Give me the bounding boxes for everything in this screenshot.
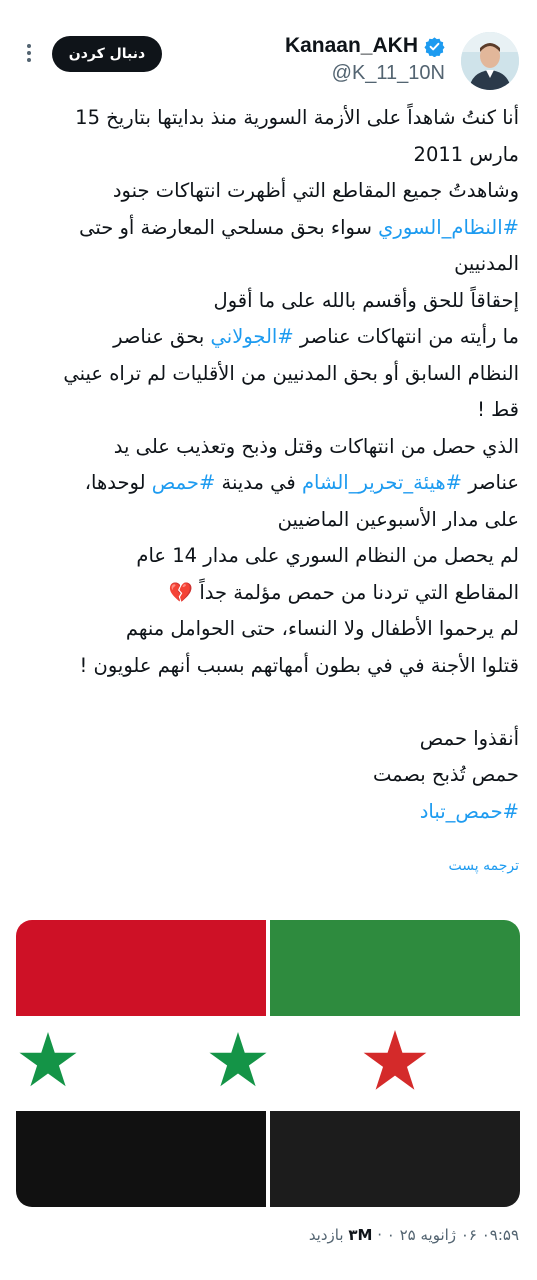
meta-separator: · [377,1226,382,1244]
revolution-flag-image[interactable] [270,920,520,1207]
syrian-arab-republic-flag-image[interactable] [16,920,266,1207]
text-segment: مارس 2011 [413,142,519,166]
tweet-line [14,210,519,247]
tweet-line [14,757,519,794]
text-segment: لوحدها، [84,471,152,494]
text-segment: ما رأيته من انتهاكات عناصر [293,325,519,348]
text-segment: إحقاقاً للحق وأقسم بالله على ما أقول [213,288,519,312]
author-handle[interactable]: @K_11_10N [331,62,445,84]
view-label: بازدید [308,1226,344,1244]
tweet-line [14,356,519,393]
tweet-line [14,538,519,575]
author-info [285,34,445,85]
text-segment: في مدينة [215,471,302,494]
text-segment: الذي حصل من انتهاكات وقتل وذبح وتعذيب على يد [113,434,519,458]
tweet-line [14,429,519,466]
tweet-line [14,794,519,831]
text-segment: أنقذوا حمص [419,726,519,750]
text-segment: المقاطع التي تردنا من حمص مؤلمة جداً 💔 [168,580,519,604]
tweet-line [14,575,519,612]
text-segment: قتلوا الأجنة في في بطون أمهاتهم بسبب أنهم علويون ! [79,653,519,677]
flag-star-icon [208,1032,268,1092]
tweet-line [14,173,519,210]
text-segment: وشاهدتُ جميع المقاطع التي أظهرت انتهاكات جنود [112,179,519,202]
flag-band [16,1111,266,1207]
translate-post-link[interactable]: ترجمه پست [448,858,519,874]
text-segment: حمص تُذبح بصمت [372,763,519,786]
tweet-line [14,392,519,429]
flag-star-icon [362,1030,428,1096]
tweet-line [14,721,519,758]
more-options-icon[interactable] [18,42,40,64]
text-segment: سواء بحق مسلحي المعارضة أو حتى [79,215,379,239]
text-segment: قط ! [477,398,519,421]
tweet-line [14,611,519,648]
tweet-text [14,100,519,830]
hashtag-link[interactable]: #النظام_السوري [378,215,519,239]
avatar[interactable] [461,32,519,90]
tweet-line [14,648,519,685]
tweet-line [14,137,519,174]
text-segment: النظام السابق أو بحق المدنيين من الأقليات لم تراه عيني [63,361,519,385]
text-segment: المدنيين [454,252,519,275]
view-count: ۳M [348,1226,373,1244]
flag-band [270,1111,520,1207]
flag-band [16,920,266,1016]
text-segment: بحق عناصر [113,325,211,348]
tweet-meta [309,1226,519,1244]
hashtag-link[interactable]: #هيئة_تحرير_الشام [301,471,463,494]
tweet-line [14,502,519,539]
tweet-line [14,684,519,721]
tweet-line [14,319,519,356]
tweet-line [14,465,519,502]
text-segment: عناصر [462,471,519,494]
tweet-line [14,100,519,137]
tweet-header [0,28,537,98]
tweet-line [14,283,519,320]
hashtag-link[interactable]: #حمص_تباد [419,799,519,823]
verified-badge-icon [424,36,445,57]
tweet-line [14,246,519,283]
text-segment: على مدار الأسبوعين الماضيين [277,507,519,531]
tweet-media[interactable] [16,920,520,1207]
flag-star-icon [18,1032,78,1092]
text-segment: لم يرحموا الأطفال ولا النساء، حتى الحوامل منهم [125,617,519,640]
flag-band [270,920,520,1016]
hashtag-link[interactable]: #الجولاني [210,325,294,348]
tweet-time[interactable]: ۰۹:۵۹ ۰۶ ژانویه ۲۵ ۰ [386,1226,519,1244]
follow-button[interactable]: دنبال کردن [52,36,162,72]
avatar-image [461,32,519,90]
text-segment: أنا كنتُ شاهداً على الأزمة السورية منذ بدايتها بتاريخ 15 [75,106,519,129]
author-name[interactable]: Kanaan_AKH [284,34,418,57]
text-segment: لم يحصل من النظام السوري على مدار 14 عام [136,544,519,567]
hashtag-link[interactable]: #حمص [151,471,216,494]
